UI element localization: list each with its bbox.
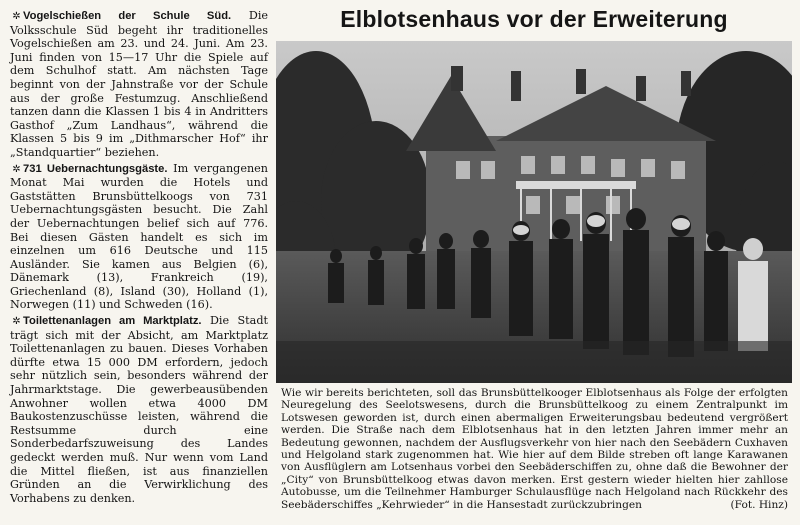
star-icon: ✲ (12, 316, 21, 328)
news-item (10, 162, 268, 313)
photo-caption (281, 387, 788, 511)
article-headline: Elblotsenhaus vor der Erweiterung (340, 6, 728, 32)
news-item (10, 9, 268, 160)
pilot-house-photo-illustration (276, 41, 792, 383)
item-body: Die Stadt trägt sich mit der Absicht, am Marktplatz Toilettenanlagen zu bauen. Dieses Vorhaben dürfte etwa 15 000 DM erfordern, jedoch sehr nützlich sein, besonders während der Jahrmarktstage. Die gewerbeausübenden Anwohner wollen etwa 4000 DM Baukostenzuschüsse leisten, während die Restsumme durch eine Sonderbedarfszuweisung des Landes gedeckt werden muß. Nur wenn vom Land die Mittel fließen, ist aus finanziellen Gründen an die Verwirklichung des Vorhabens zu denken. (10, 314, 268, 505)
item-body: Im vergangenen Monat Mai wurden die Hotels und Gaststätten Brunsbüttelkoogs von 731 Uebernachtungsgästen besucht. Die Zahl der Uebernachtungen belief sich auf 776. Bei diesen Gästen handelt es sich im einzelnen um 616 Deutsche und 115 Ausländer. Sie kamen aus Belgien (6), Dänemark (13), Frankreich (19), Griechenland (8), Island (30), Holland (1), Norwegen (11) und Schweden (16). (10, 161, 268, 312)
item-heading: Vogelschießen der Schule Süd. (23, 10, 232, 22)
article-photo (276, 41, 792, 383)
item-heading: 731 Uebernachtungsgäste. (23, 162, 168, 175)
photo-credit: (Fot. Hinz) (730, 498, 788, 511)
item-body: Die Volksschule Süd begeht ihr traditionelles Vogelschießen am 23. und 24. Juni. Am 23. Juni finden von 15—17 Uhr die Spiele auf dem Schulhof statt. Am nächsten Tage beginnt von der Jahnstraße vor der Schule aus der große Festumzug. Anschließend tanzen dann die Klassen 1 bis 4 in Andritters Gasthof „Zum Landhaus“, während die Klassen 5 bis 9 im „Dithmarscher Hof“ ihr „Standquartier“ beziehen. (10, 9, 269, 159)
star-icon: ✲ (12, 11, 21, 22)
news-item (10, 314, 268, 505)
item-heading: Toilettenanlagen am Marktplatz. (23, 315, 202, 328)
left-news-column (10, 9, 268, 507)
star-icon: ✲ (12, 163, 21, 175)
caption-text: Wie wir bereits berichteten, soll das Brunsbüttelkooger Elblotsenhaus als Folge der erfolgten Neuregelung des Seelotswesens, durch die Brunsbüttelkoog zu einem Zentralpunkt im Lotswesen geworden ist, durch einen abermaligen Erweiterungsbau bedeutend vergrößert werden. Die Straße nach dem Elblotsenhaus hat in den letzten Jahren immer mehr an Bedeutung gewonnen, nachdem der Ausflugsverkehr von hier nach den Seebädern Cuxhaven und Helgoland stark zugenommen hat. Wie hier auf dem Bilde streben oft lange Karawanen von Ausflüglern am Lotsenhaus vorbei den Seebäderschiffen zu, ohne daß die Bewohner der „City“ von Brunsbüttelkoog etwas davon merken. Erst gestern wieder hielten hier zahllose Autobusse, um die Teilnehmer Hamburger Schulausflüge nach Helgoland nach Rückkehr des Seebäderschiffes „Kehrwieder“ in die Hansestadt zurückzubringen (281, 387, 788, 511)
